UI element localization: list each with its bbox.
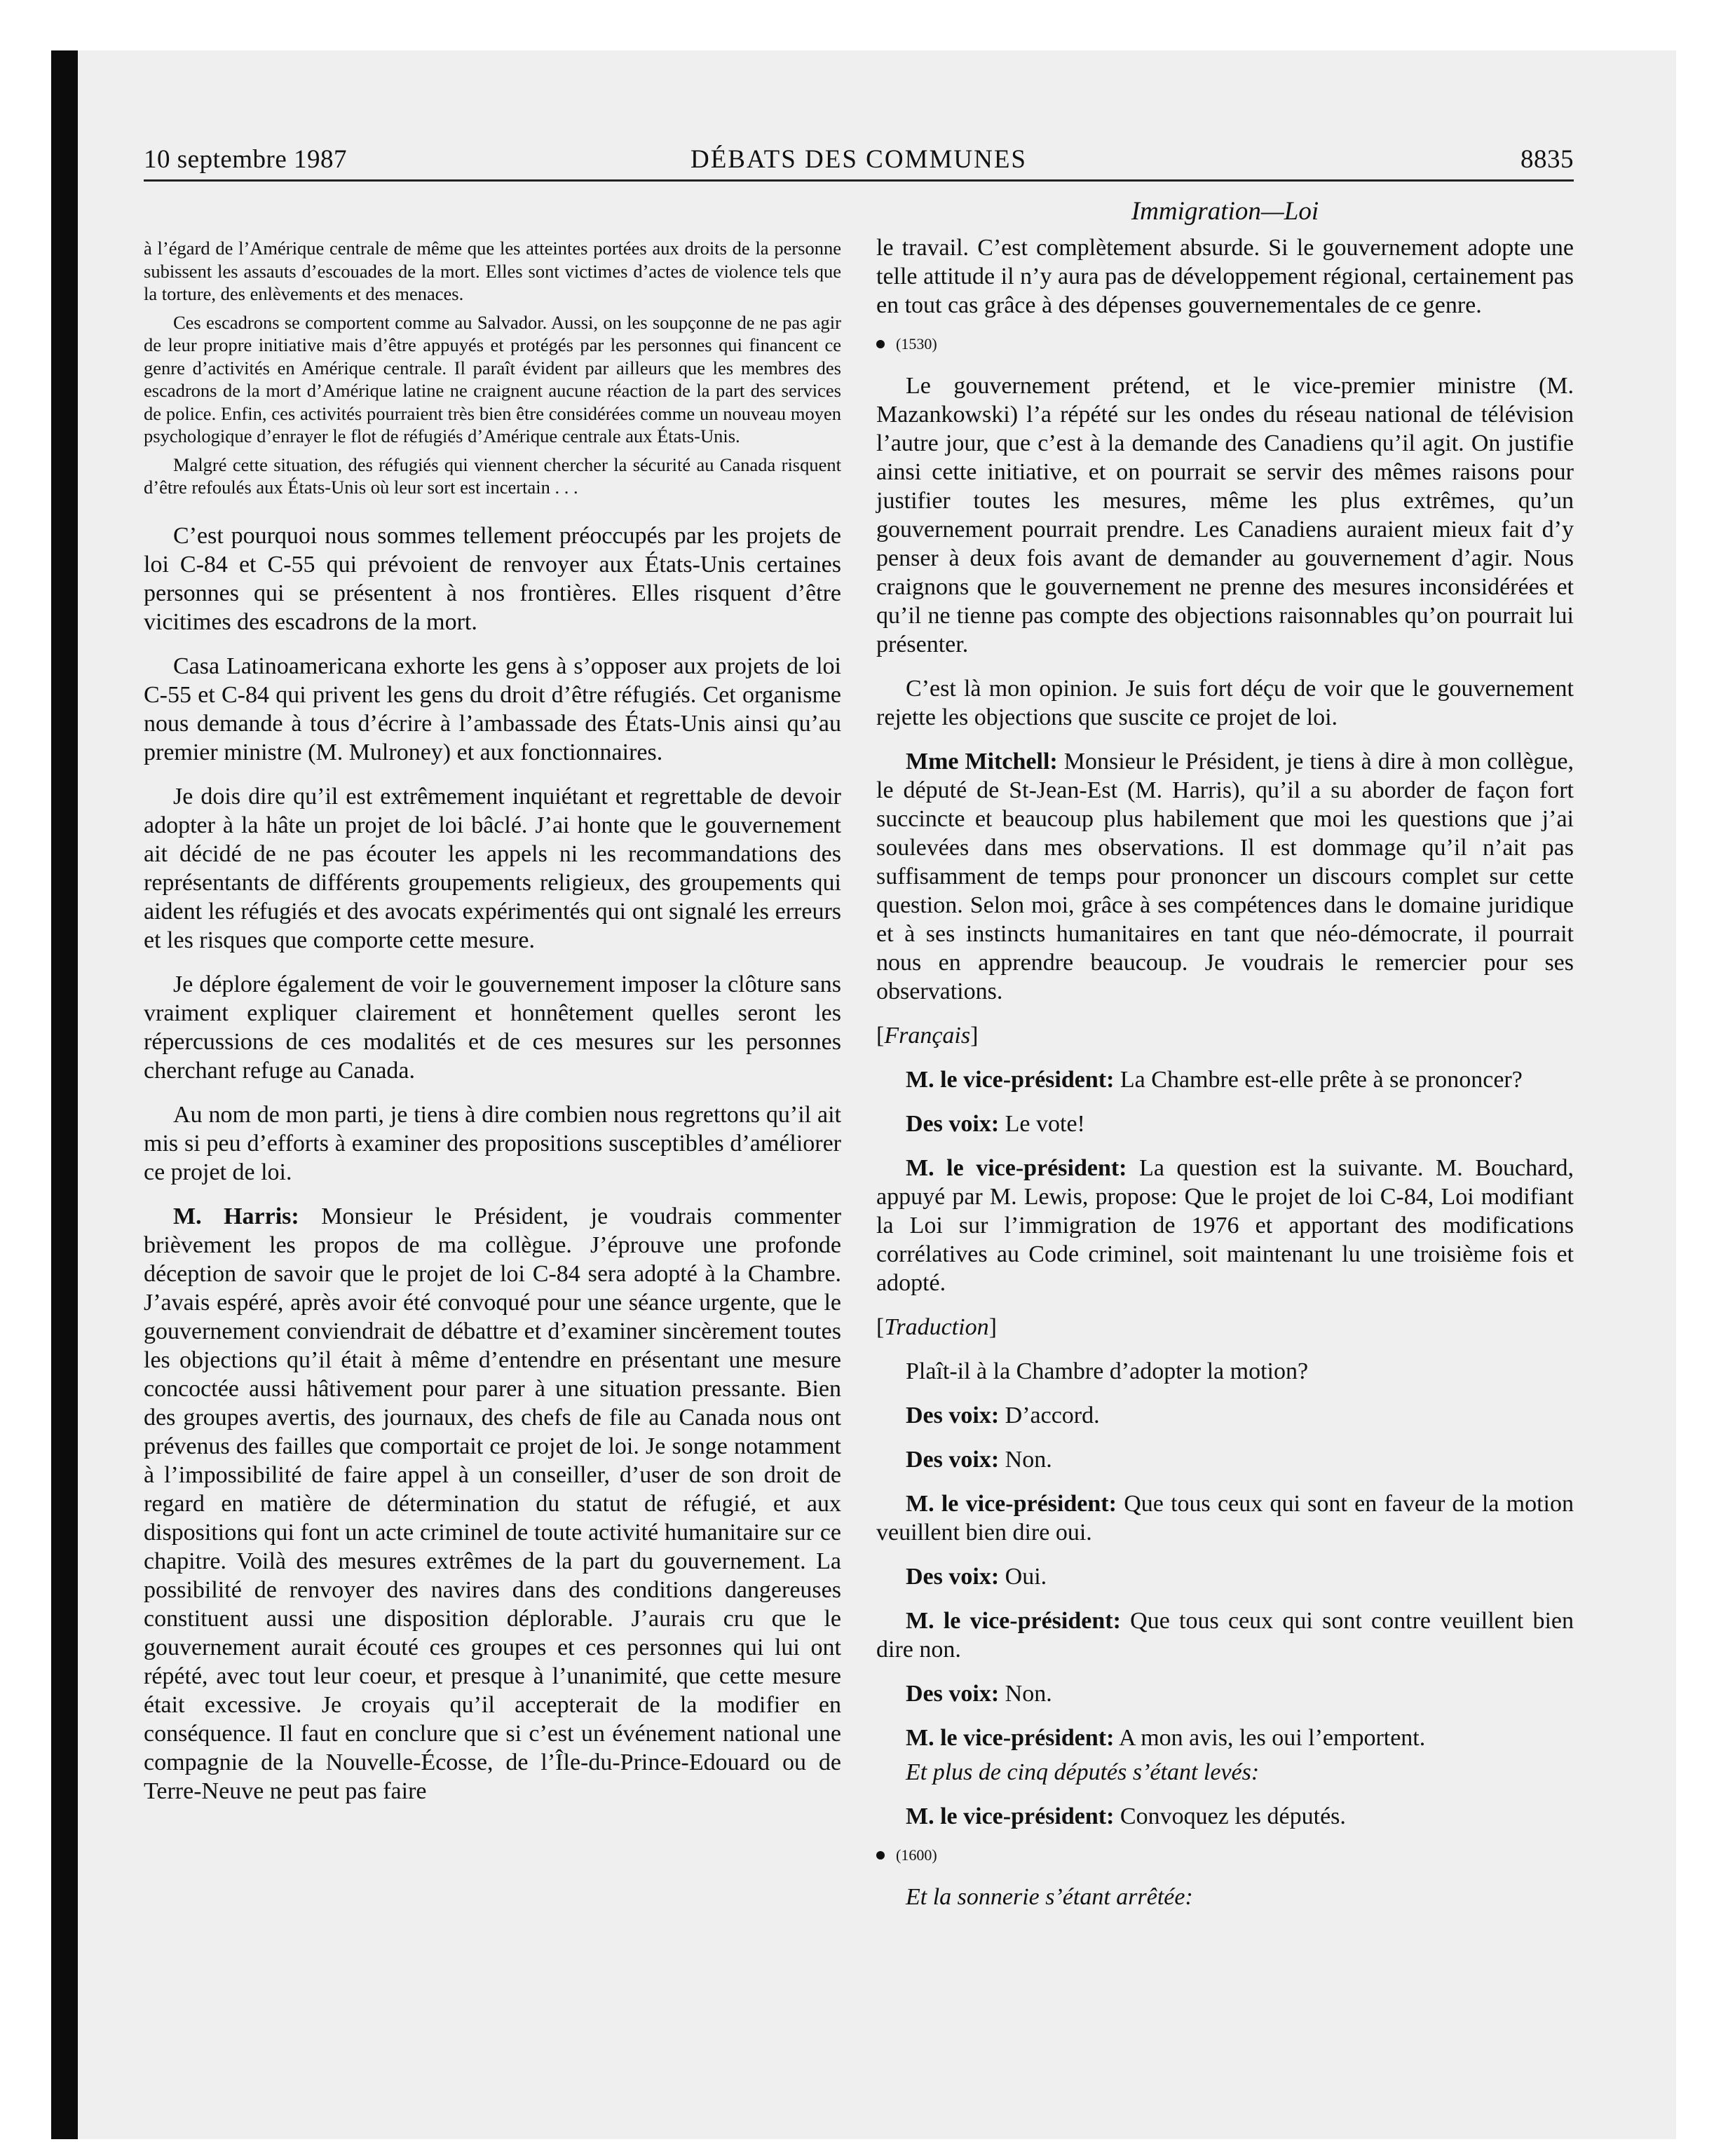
speech-line: [876, 1154, 1574, 1297]
speaker-name: M. le vice-président:: [906, 1155, 1127, 1181]
speech-line: [876, 1679, 1574, 1708]
speech-text: Oui.: [1005, 1564, 1047, 1590]
speech-line: [876, 1065, 1574, 1094]
header-title: DÉBATS DES COMMUNES: [690, 145, 1027, 174]
speech-line: [876, 1724, 1574, 1752]
speech-text: Que tous ceux qui sont contre veuillent bien dire non.: [876, 1608, 1574, 1663]
body-paragraph: Je dois dire qu’il est extrêmement inquiétant et regrettable de devoir adopter à la hâte un projet de loi bâclé. J’ai honte que le gouvernement ait décidé de ne pas écouter les appels ni les recommandations des représentants de différents groupements religieux, des groupements qui aident les réfugiés et des avocats expérimentés qui ont signalé les erreurs et les risques que comporte cette mesure.: [144, 783, 841, 953]
time-stamp-text: (1600): [896, 1846, 937, 1864]
speech-line: [876, 1489, 1574, 1547]
speaker-name: M. le vice-président:: [906, 1067, 1115, 1093]
speaker-name: M. le vice-président:: [906, 1725, 1115, 1751]
language-label: [Traduction]: [876, 1314, 997, 1340]
speaker-name: Des voix:: [906, 1564, 1000, 1590]
speaker-name: M. Harris:: [173, 1203, 299, 1229]
stage-direction: Et la sonnerie s’étant arrêtée:: [906, 1884, 1193, 1910]
speech-line: [876, 1401, 1574, 1430]
body-paragraph: C’est pourquoi nous sommes tellement préoccupés par les projets de loi C-84 et C-55 qui prévoient de renvoyer aux États-Unis certaines personnes qui se présentent à nos frontières. Elles risquent d’être vicitimes des escadrons de la mort.: [144, 522, 841, 635]
speech-harris: [144, 1202, 841, 1806]
speaker-name: Des voix:: [906, 1447, 1000, 1473]
speech-text: D’accord.: [1005, 1403, 1100, 1428]
speech-text: La Chambre est-elle prête à se prononcer?: [1120, 1067, 1523, 1093]
speaker-name: M. le vice-président:: [906, 1608, 1121, 1634]
body-paragraph: Casa Latinoamericana exhorte les gens à s’opposer aux projets de loi C-55 et C-84 qui privent les gens du droit d’être réfugiés. Cet organisme nous demande à tous d’écrire à l’ambassade des États-Unis ainsi qu’au premier ministre (M. Mulroney) et aux fonctionnaires.: [144, 653, 841, 765]
speaker-name: Des voix:: [906, 1403, 1000, 1428]
left-column: [144, 237, 841, 1821]
bullet-icon: [876, 1851, 885, 1860]
speech-text: Non.: [1005, 1681, 1052, 1707]
speech-text: Monsieur le Président, je tiens à dire à mon collègue, le député de St-Jean-Est (M. Harris), qu’il a su aborder de façon fort succincte et beaucoup plus habilement que moi les questions que j’ai soulevées dans mes observations. Il est dommage qu’il n’ait pas suffisamment de temps pour prononcer un discours complet sur cette question. Selon moi, grâce à ses compétences dans le domaine juridique et à ses instincts humanitaires en tant que néo-démocrate, il pourrait nous en apprendre beaucoup. Je voudrais le remercier pour ses observations.: [876, 749, 1574, 1004]
speech-text: Non.: [1005, 1447, 1052, 1473]
speaker-name: M. le vice-président:: [906, 1803, 1115, 1829]
body-paragraph: Je déplore également de voir le gouvernement imposer la clôture sans vraiment expliquer clairement et honnêtement quelles seront les répercussions de ces modalités et de ces mesures sur les personnes cherchant refuge au Canada.: [144, 971, 841, 1084]
speaker-name: Des voix:: [906, 1111, 1000, 1137]
time-stamp: [876, 335, 1574, 353]
body-paragraph: Le gouvernement prétend, et le vice-premier ministre (M. Mazankowski) l’a répété sur les ondes du réseau national de télévision l’autre jour, que c’est à la demande des Canadiens qu’il agit. On justifie ainsi cette initiative, et on pourrait se servir des mêmes raisons pour justifier toutes les mesures, même les plus extrêmes, qu’un gouvernement pourrait prendre. Les Canadiens auraient mieux fait d’y penser à deux fois avant de demander au gouvernement d’agir. Nous craignons que le gouvernement ne prenne des mesures inconsidérées et qu’il ne tienne pas compte des objections raisonnables qu’on pourrait lui présenter.: [876, 373, 1574, 657]
quote-paragraph: Malgré cette situation, des réfugiés qui viennent chercher la sécurité au Canada risquent d’être refoulés aux États-Unis où leur sort est incertain . . .: [144, 453, 841, 498]
language-label: [Français]: [876, 1023, 979, 1049]
stage-direction: Et plus de cinq députés s’étant levés:: [906, 1759, 1260, 1785]
speaker-name: Mme Mitchell:: [906, 749, 1058, 775]
speech-text: Que tous ceux qui sont en faveur de la motion veuillent bien dire oui.: [876, 1491, 1574, 1546]
header-date: 10 septembre 1987: [144, 145, 348, 174]
speech-text: Monsieur le Président, je voudrais commenter brièvement les propos de ma collègue. J’éprouve une profonde déception de savoir que le projet de loi C-84 sera adopté à la Chambre. J’avais espéré, après avoir été convoqué pour une séance urgente, que le gouvernement conviendrait de débattre et d’examiner sincèrement toutes les objections qu’il était à même d’entendre en présentant une mesure concoctée aussi hâtivement pour parer à une situation pressante. Bien des groupes avertis, des journaux, des chefs de file au Canada nous ont prévenus des failles que comportait ce projet de loi. Je songe notamment à l’impossibilité de faire appel à un conseiller, d’user de son droit de regard en matière de détermination du statut de réfugié, et aux dispositions qui font un acte criminel de toute activité humanitaire sur ce chapitre. Voilà des mesures extrêmes de la part du gouvernement. La possibilité de renvoyer des navires dans des conditions dangereuses constituent aussi une disposition déplorable. J’aurais cru que le gouvernement aurait écouté ces groupes et ces personnes qui lui ont répété, avec tout leur coeur, et presque à l’unanimité, que cette mesure était excessive. Je croyais qu’il accepterait de la modifier en conséquence. Il faut en conclure que si c’est un événement national une compagnie de la Nouvelle-Écosse, de l’Île-du-Prince-Edouard ou de Terre-Neuve ne peut pas faire: [144, 1203, 842, 1804]
speech-line: [876, 1562, 1574, 1591]
body-paragraph: Au nom de mon parti, je tiens à dire combien nous regrettons qu’il ait mis si peu d’efforts à examiner des propositions susceptibles d’améliorer ce projet de loi.: [144, 1101, 841, 1185]
continuation-paragraph: le travail. C’est complètement absurde. Si le gouvernement adopte une telle attitude il n’y aura pas de développement régional, certainement pas en tout cas grâce à des dépenses gouvernementales de ce genre.: [876, 235, 1574, 318]
page-number: 8835: [1520, 145, 1574, 174]
quote-paragraph: à l’égard de l’Amérique centrale de même que les atteintes portées aux droits de la personne subissent les assauts d’escouades de la mort. Elles sont victimes d’actes de violence tels que la torture, des enlèvements et des menaces.: [144, 238, 841, 304]
motion-question: Plaît-il à la Chambre d’adopter la motion?: [906, 1358, 1309, 1384]
scan-edge-bar: [51, 50, 78, 2139]
time-stamp-text: (1530): [896, 335, 937, 353]
speech-text: Convoquez les députés.: [1120, 1803, 1346, 1829]
speech-line: [876, 1606, 1574, 1664]
speaker-name: Des voix:: [906, 1681, 1000, 1707]
speech-mitchell: [876, 747, 1574, 1006]
speech-line: [876, 1445, 1574, 1474]
quote-paragraph: Ces escadrons se comportent comme au Salvador. Aussi, on les soupçonne de ne pas agir de leur propre initiative mais d’être appuyés et protégés par les personnes qui financent ce genre d’activités en Amérique centrale. Il paraît évident par ailleurs que les membres des escadrons de la mort d’Amérique latine ne craignent aucune réaction de la part des services de police. Enfin, ces activités pourraient très bien être considérées comme un nouveau moyen psychologique d’enrayer le flot de réfugiés d’Amérique centrale aux États-Unis.: [144, 311, 841, 446]
page-header: [144, 140, 1574, 182]
running-head: Immigration—Loi: [1131, 197, 1319, 226]
speech-text: La question est la suivante. M. Bouchard, appuyé par M. Lewis, propose: Que le projet de loi C-84, Loi modifiant la Loi sur l’immigration de 1976 et apportant des modifications corrélatives au Code criminel, soit maintenant lu une troisième fois et adopté.: [876, 1155, 1574, 1296]
right-column: [876, 196, 1574, 1927]
body-paragraph: C’est là mon opinion. Je suis fort déçu de voir que le gouvernement rejette les objections que suscite ce projet de loi.: [876, 676, 1574, 730]
bullet-icon: [876, 340, 885, 348]
language-label-text: Traduction: [884, 1314, 989, 1340]
speech-text: A mon avis, les oui l’emportent.: [1119, 1725, 1426, 1751]
time-stamp: [876, 1846, 1574, 1864]
speech-line: [876, 1802, 1574, 1831]
language-label-text: Français: [884, 1023, 971, 1049]
speech-line: [876, 1110, 1574, 1138]
speech-text: Le vote!: [1005, 1111, 1085, 1137]
speaker-name: M. le vice-président:: [906, 1491, 1117, 1517]
